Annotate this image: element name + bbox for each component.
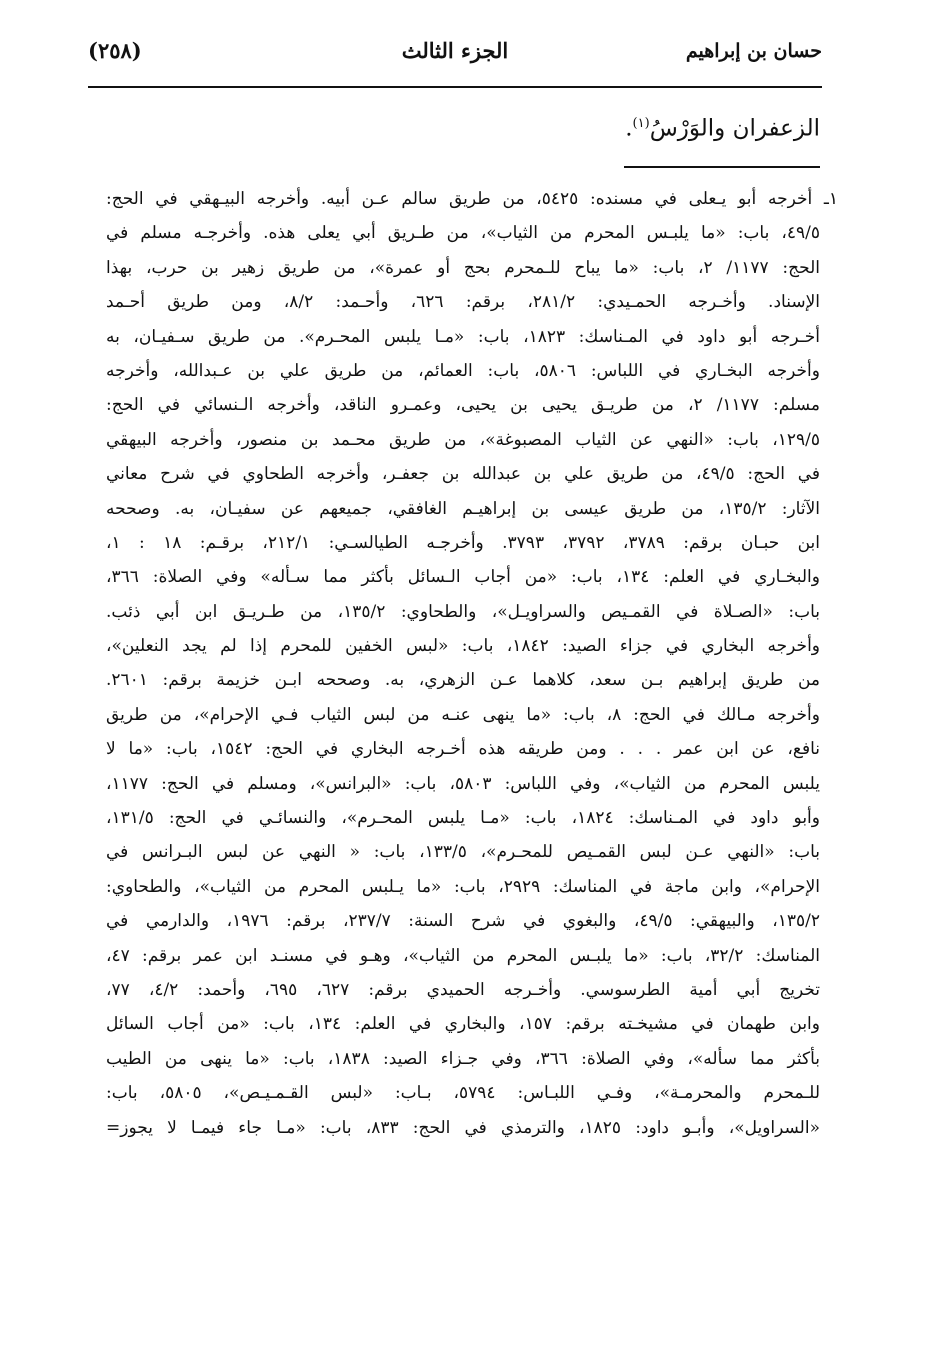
footnote-line: أخـرجه أبو داود في المـناسك: ١٨٢٣، باب: «مـا يلبس المحـرم». من طريق سـفيـان، به — [106, 326, 820, 347]
end-mark: . — [625, 115, 633, 142]
footnote-line: ابن حبـان برقم: ٣٧٨٩، ٣٧٩٢، ٣٧٩٣. وأخرجـه الطيالسـي: ٢١٢/١، برقـم: ١٨ : ١، — [106, 532, 820, 553]
footnote-block — [106, 182, 838, 1145]
footnote-line: يلبس المحرم من الثياب»، وفي اللباس: ٥٨٠٣، باب: «البرانس»، ومسلم في الحج: ١١٧٧، — [106, 773, 820, 794]
footnote-line: وابن طهمان في مشيخـته برقم: ١٥٧، والبخاري في العلم: ١٣٤، باب: «من أجاب السائل — [106, 1014, 820, 1035]
footnote-line: «السراويل»، وأبـو داود: ١٨٢٥، والترمذي في الحج: ٨٣٣، باب: «مـا جاء فيمـا لا يجوز= — [106, 1117, 820, 1138]
footnote-line: تخريج أبي أمية الطرسوسي. وأخـرجه الحميدي برقم: ٦٢٧، ٦٩٥، وأحمد: ٤/٢، ٧٧، — [106, 979, 820, 1000]
page-number: (٢٥٨) — [88, 38, 142, 63]
footnote-line: ١ـ أخرجه أبو يـعلى في مسنده: ٥٤٢٥، من طريق سالم عـن أبيه. وأخرجه البيـهقي في الحج: — [106, 189, 838, 209]
footnote-line: باب: «الصـلاة في القمـيص والسراويـل»، والطحاوي: ١٣٥/٢، من طـريـق ابن أبي ذئب. — [106, 601, 820, 622]
footnote-marker: (١) — [632, 116, 650, 131]
footnote-line: ٤٩/٥، باب: «ما يلبـس المحرم من الثياب»، من طـريق أبي يعلى هذه. وأخرجـه مسلم في — [106, 223, 820, 244]
footnote-line: الإحرام»، وابن ماجة في المناسك: ٢٩٢٩، باب: «ما يـلبس المحرم من الثياب»، والطحاوي: — [106, 876, 820, 897]
footnote-line: وأخرجه البخاري في جزاء الصيد: ١٨٤٢، باب: «لبس الخفين للمحرم إذا لم يجد النعلين»، — [106, 636, 820, 657]
footnote-line: للـمحرم والمحرمـة»، وفـي اللبـاس: ٥٧٩٤، بـاب: «لبس القـمـيـص»، ٥٨٠٥، باب: — [106, 1083, 820, 1104]
header-rule — [88, 86, 822, 88]
header-volume: الجزء الثالث — [401, 38, 509, 63]
running-header — [88, 34, 822, 78]
footnote-separator — [624, 166, 820, 168]
footnote-line: في الحج: ٤٩/٥، من طريق علي بن عبدالله بن جعفـر، وأخرجه الطحاوي في شرح معاني — [106, 464, 820, 485]
footnote-line: الإسناد. وأخـرجه الحمـيدي: ٢٨١/٢، برقم: ٦٢٦، وأحـمد: ٨/٢، ومن طريق أحـمد — [106, 292, 820, 313]
footnote-line: مسلم: ١١٧٧/ ٢، من طريـق يحيى بن يحيى، وعمـرو الناقد، وأخرجه الـنسائي في الحج: — [106, 395, 820, 416]
body-continuation — [625, 104, 820, 149]
footnote-line: الحج: ١١٧٧/ ٢، باب: «ما يباح للـمحرم بحج أو عمرة»، من طريق زهير بن حرب، بهذا — [106, 257, 820, 278]
footnote-line: ١٢٩/٥، باب: «النهي عن الثياب المصبوغة»، من طريق محـمد بن منصور، وأخرجه البيهقي — [106, 429, 820, 450]
footnote-line: وأبو داود في المـناسك: ١٨٢٤، باب: «مـا يلبس المحـرم»، والنسائـي في الحج: ١٣١/٥، — [106, 808, 820, 829]
footnote-line: وأخرجه البخـاري في اللباس: ٥٨٠٦، باب: العمائم، من طريق علي بن عـبدالله، وأخرجه — [106, 360, 820, 381]
footnote-line: المناسك: ٣٢/٢، باب: «ما يلبـس المحرم من الثياب»، وهـو في مسنـد ابن عمر برقم: ٤٧، — [106, 945, 820, 966]
footnote-line: بأكثر مما سأله»، وفي الصلاة: ٣٦٦، وفي جـزاء الصيد: ١٨٣٨، باب: «ما ينهى من الطيب — [106, 1048, 820, 1069]
footnote-line: ١٣٥/٢، والبيهقي: ٤٩/٥، والبغوي في شرح السنة: ٢٣٧/٧، برقم: ١٩٧٦، والدارمي في — [106, 911, 820, 932]
footnote-line: باب: «النهي عـن لبس القمـيص للمحـرم»، ١٣٣/٥، باب: « النهي عن لبس البـرانس في — [106, 842, 820, 863]
footnote-line: والبخـاري في العلم: ١٣٤، باب: «من أجاب الـسائل بأكثر مما سـأله» وفي الصلاة: ٣٦٦، — [106, 567, 820, 588]
header-author: حسان بن إبراهيم — [685, 40, 822, 62]
footnote-line: الآثار: ١٣٥/٢، من طريق عيسى بن إبراهيـم الغافقي، جميعهم عن سفيـان، به. وصححه — [106, 498, 820, 519]
footnote-line: من طريق إبراهيم بـن سعد، كلاهما عـن الزهري، به. وصححه ابـن خزيمة برقم: ٢٦٠١. — [106, 670, 820, 691]
footnote-line: وأخرجه مـالك في الحج: ٨، باب: «ما ينهى عنـه من لبس الثياب فـي الإحرام»، من طريق — [106, 704, 820, 725]
footnote-line: نافع، عن ابن عمر . . . ومن طريقه هذه أخـرجه البخاري في الحج: ١٥٤٢، باب: «ما لا — [106, 739, 820, 760]
body-text: الزعفران والوَرْسُ — [649, 115, 820, 142]
